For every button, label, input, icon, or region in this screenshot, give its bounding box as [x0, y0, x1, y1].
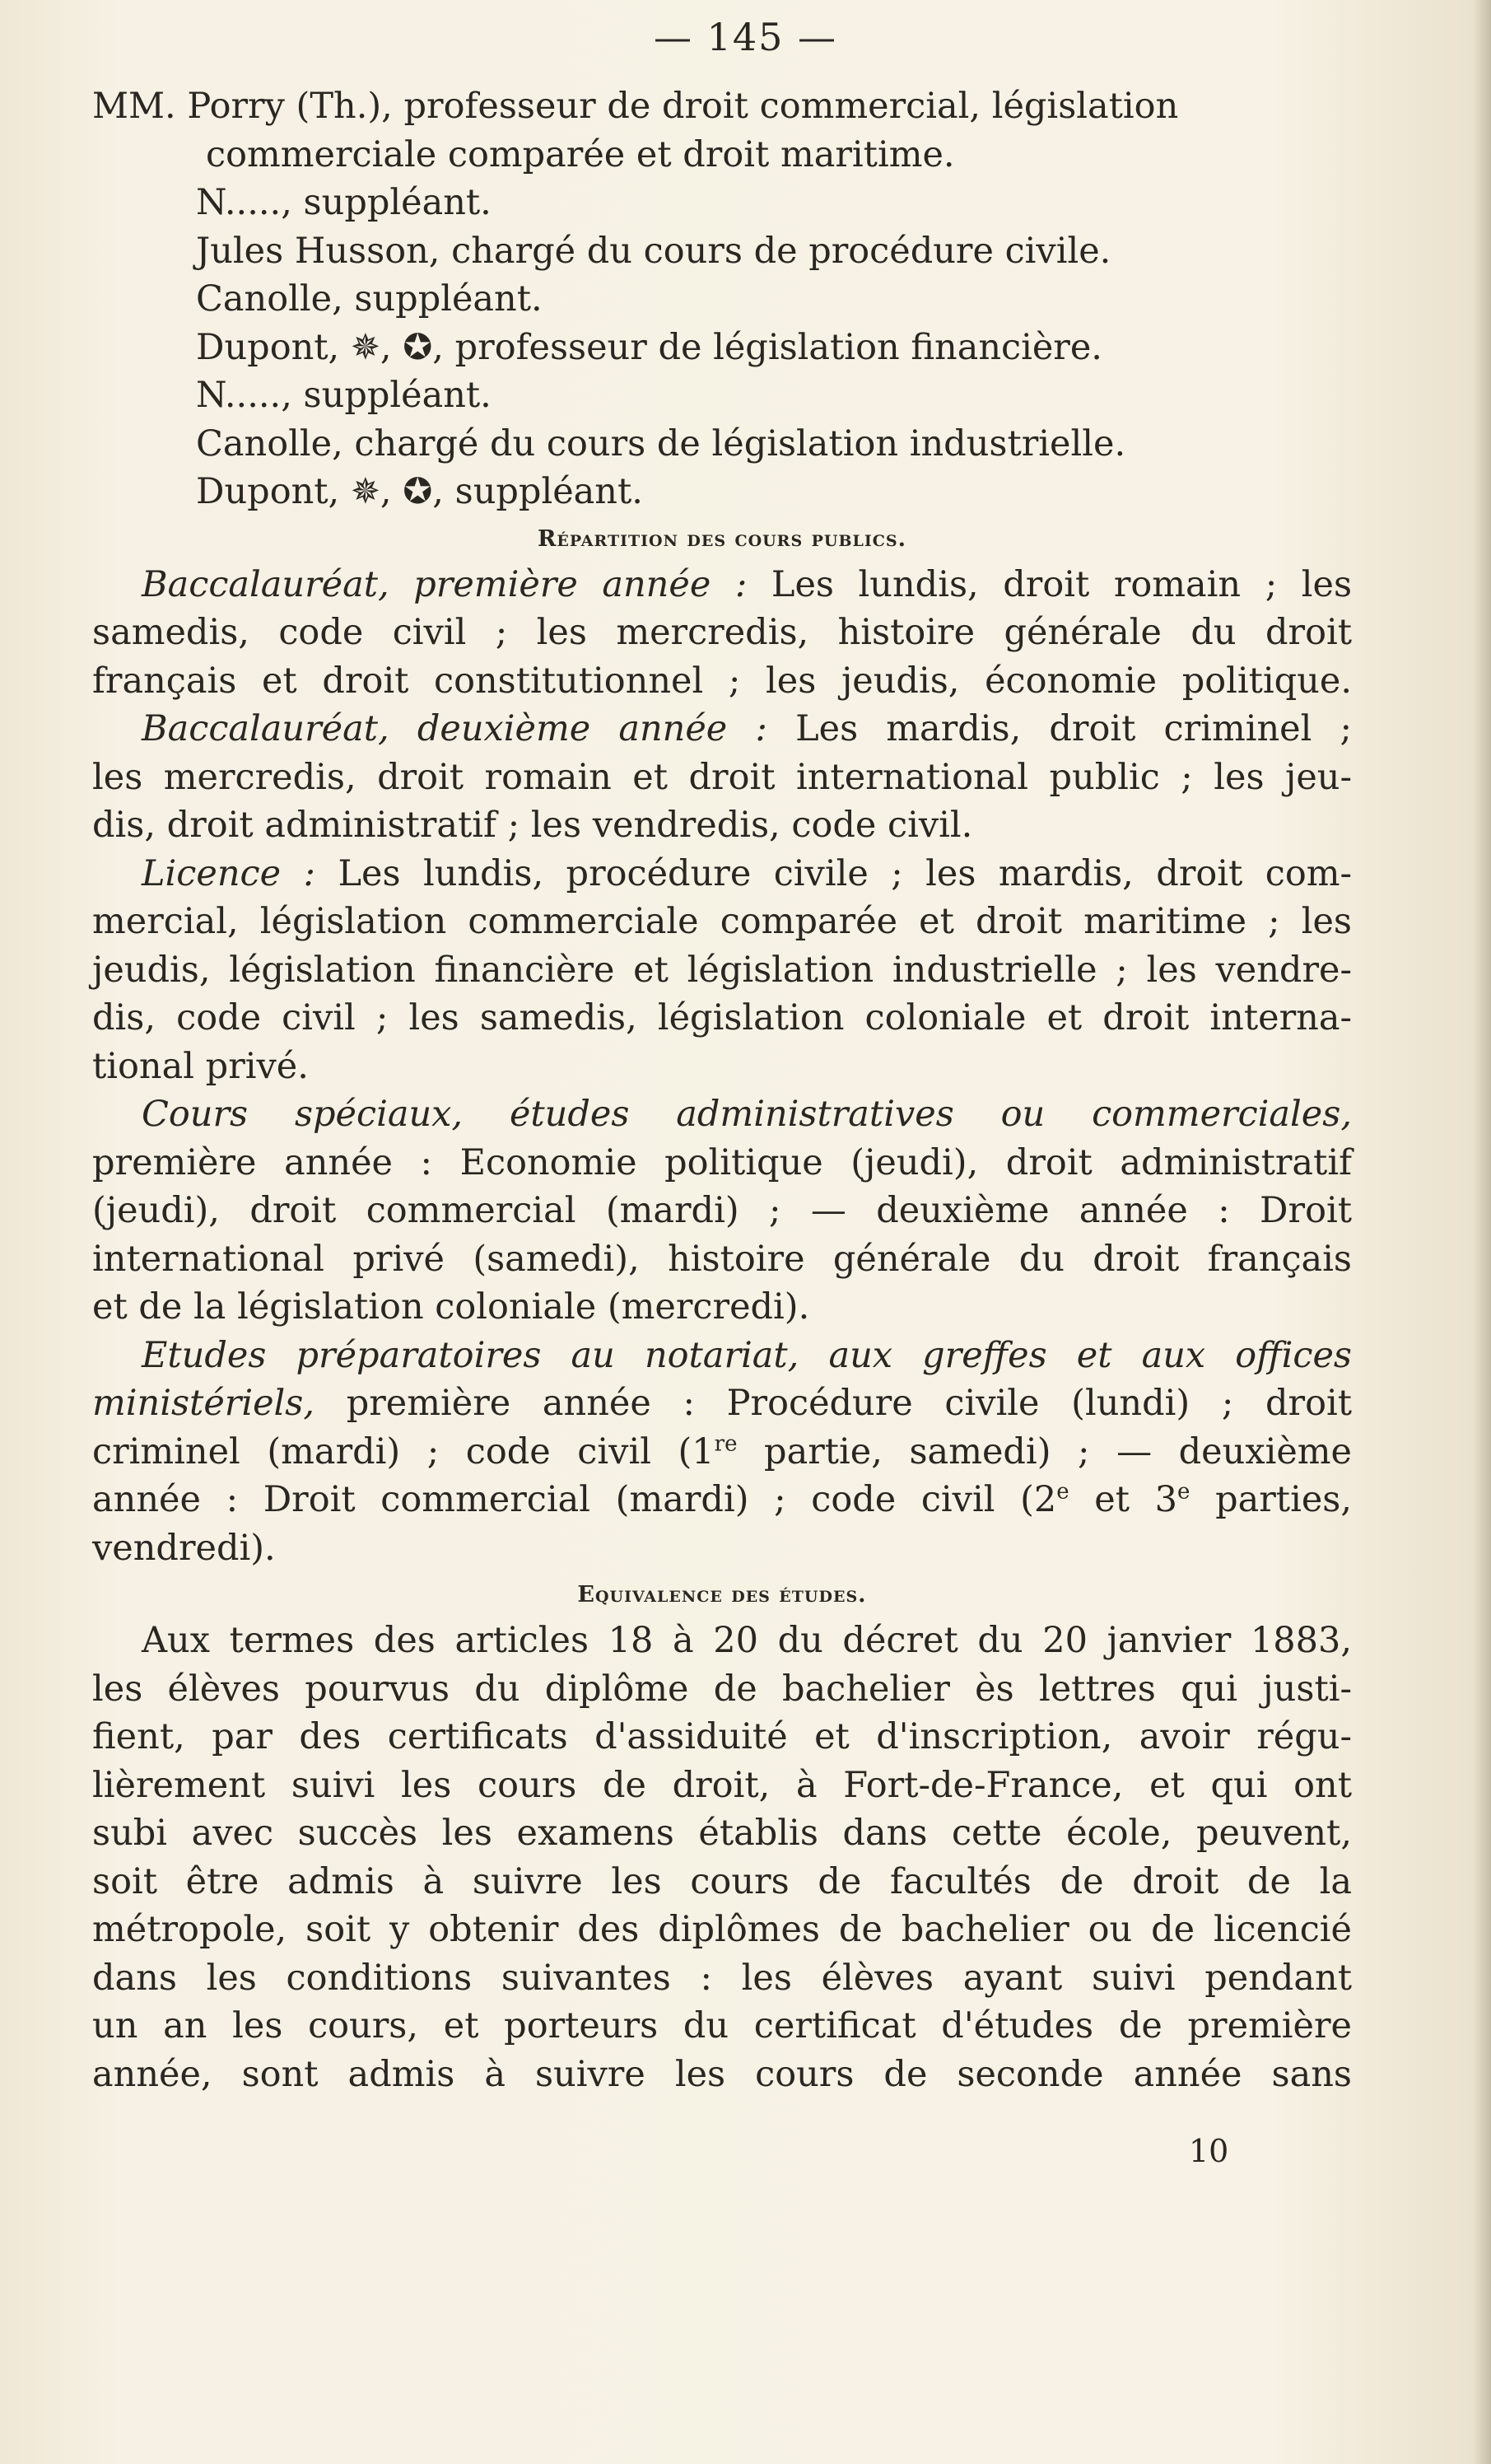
paragraph-line: lièrement suivi les cours de droit, à Fort-de-France, et qui ont — [92, 1764, 1352, 1806]
staff-line: N....., suppléant. — [196, 182, 492, 223]
paragraph-etudes-preparatoires — [92, 1332, 1352, 1573]
paragraph-line: dis, code civil ; les samedis, législation coloniale et droit interna- — [92, 997, 1352, 1038]
paragraph-line — [92, 1332, 1352, 1380]
paragraph-label-cont: ministériels, — [92, 1383, 315, 1424]
paragraph-line: les mercredis, droit romain et droit international public ; les jeu- — [92, 756, 1352, 798]
paragraph-line: fient, par des certificats d'assiduité et d'inscription, avoir régu- — [92, 1716, 1352, 1757]
paragraph-line: subi avec succès les examens établis dans cette école, peuvent, — [92, 1813, 1352, 1854]
paragraph-line: samedis, code civil ; les mercredis, histoire générale du droit — [92, 612, 1352, 653]
paragraph-line: (jeudi), droit commercial (mardi) ; — deuxième année : Droit — [92, 1190, 1352, 1231]
paragraph-label: Licence : — [142, 852, 315, 894]
page-number: — 145 — — [653, 15, 838, 59]
staff-line: commerciale comparée et droit maritime. — [206, 133, 955, 175]
paragraph-line — [92, 1090, 1352, 1139]
paragraph-line: et de la législation coloniale (mercredi). — [92, 1286, 810, 1328]
paragraph-label: Baccalauréat, première année : — [142, 563, 748, 605]
paragraph-cours-speciaux — [92, 1090, 1352, 1332]
paragraph-line: soit être admis à suivre les cours de facultés de droit de la — [92, 1860, 1352, 1902]
paragraph-label: Baccalauréat, deuxième année : — [142, 708, 767, 749]
staff-line: Canolle, suppléant. — [196, 278, 543, 320]
staff-line: Dupont, ✵, ✪, professeur de législation financière. — [196, 326, 1102, 368]
staff-line: N....., suppléant. — [196, 375, 492, 416]
paragraph-line: Baccalauréat, première année : Les lundis, droit romain ; les — [142, 563, 1353, 605]
paragraph-line: vendredi). — [92, 1527, 276, 1569]
paragraph-line: Licence : Les lundis, procédure civile ; les mardis, droit com- — [142, 852, 1353, 894]
paragraph-line: tional privé. — [92, 1045, 309, 1087]
paragraph-line: ministériels, première année : Procédure civile (lundi) ; droit — [92, 1383, 1352, 1424]
staff-line: Dupont, ✵, ✪, suppléant. — [196, 471, 643, 512]
paragraph-line: international privé (samedi), histoire générale du droit français — [92, 1238, 1352, 1280]
page-edge-shadow — [1473, 0, 1491, 2464]
paragraph-equivalence — [92, 1617, 1352, 2098]
section-heading-equivalence: Equivalence des études. — [577, 1582, 867, 1608]
staff-line: Canolle, chargé du cours de législation industrielle. — [196, 422, 1126, 464]
section-heading-repartition: Répartition des cours publics. — [537, 525, 907, 552]
paragraph-line: année : Droit commercial (mardi) ; code civil (2e et 3e parties, — [92, 1479, 1352, 1520]
signature-mark: 10 — [1189, 2133, 1229, 2169]
staff-list — [92, 82, 1352, 516]
staff-line: Jules Husson, chargé du cours de procédure civile. — [196, 230, 1111, 272]
paragraph-line: dans les conditions suivantes : les élèves ayant suivi pendant — [92, 1957, 1352, 1999]
staff-prefix: MM. — [92, 86, 176, 127]
paragraph-baccalaureat-2 — [92, 705, 1352, 850]
paragraph-line: dis, droit administratif ; les vendredis, code civil. — [92, 805, 973, 846]
staff-line: MM. Porry (Th.), professeur de droit commercial, législation — [92, 86, 1179, 127]
paragraph-line: les élèves pourvus du diplôme de bachelier ès lettres qui justi- — [92, 1668, 1352, 1710]
paragraph-licence — [92, 850, 1352, 1091]
paragraph-line: criminel (mardi) ; code civil (1re partie, samedi) ; — deuxième — [92, 1430, 1352, 1472]
paragraph-line: français et droit constitutionnel ; les jeudis, économie politique. — [92, 660, 1352, 702]
paragraph-line: métropole, soit y obtenir des diplômes de bachelier ou de licencié — [92, 1909, 1352, 1950]
paragraph-label: Etudes préparatoires au notariat, aux greffes et aux offices — [142, 1334, 1352, 1376]
paragraph-line: un an les cours, et porteurs du certificat d'études de première — [92, 2005, 1352, 2046]
paragraph-line: Aux termes des articles 18 à 20 du décret du 20 janvier 1883, — [142, 1620, 1352, 1661]
paragraph-label: Cours spéciaux, études administratives ou commerciales, — [142, 1094, 1352, 1135]
paragraph-line: mercial, législation commerciale comparée et droit maritime ; les — [92, 901, 1352, 942]
paragraph-baccalaureat-1 — [92, 561, 1352, 706]
paragraph-line: Baccalauréat, deuxième année : Les mardis, droit criminel ; — [142, 708, 1352, 749]
paragraph-line: année, sont admis à suivre les cours de seconde année sans — [92, 2053, 1352, 2095]
paragraph-line: première année : Economie politique (jeudi), droit administratif — [92, 1141, 1352, 1183]
paragraph-line: jeudis, législation financière et législation industrielle ; les vendre- — [92, 949, 1352, 991]
page-body — [92, 82, 1352, 2098]
